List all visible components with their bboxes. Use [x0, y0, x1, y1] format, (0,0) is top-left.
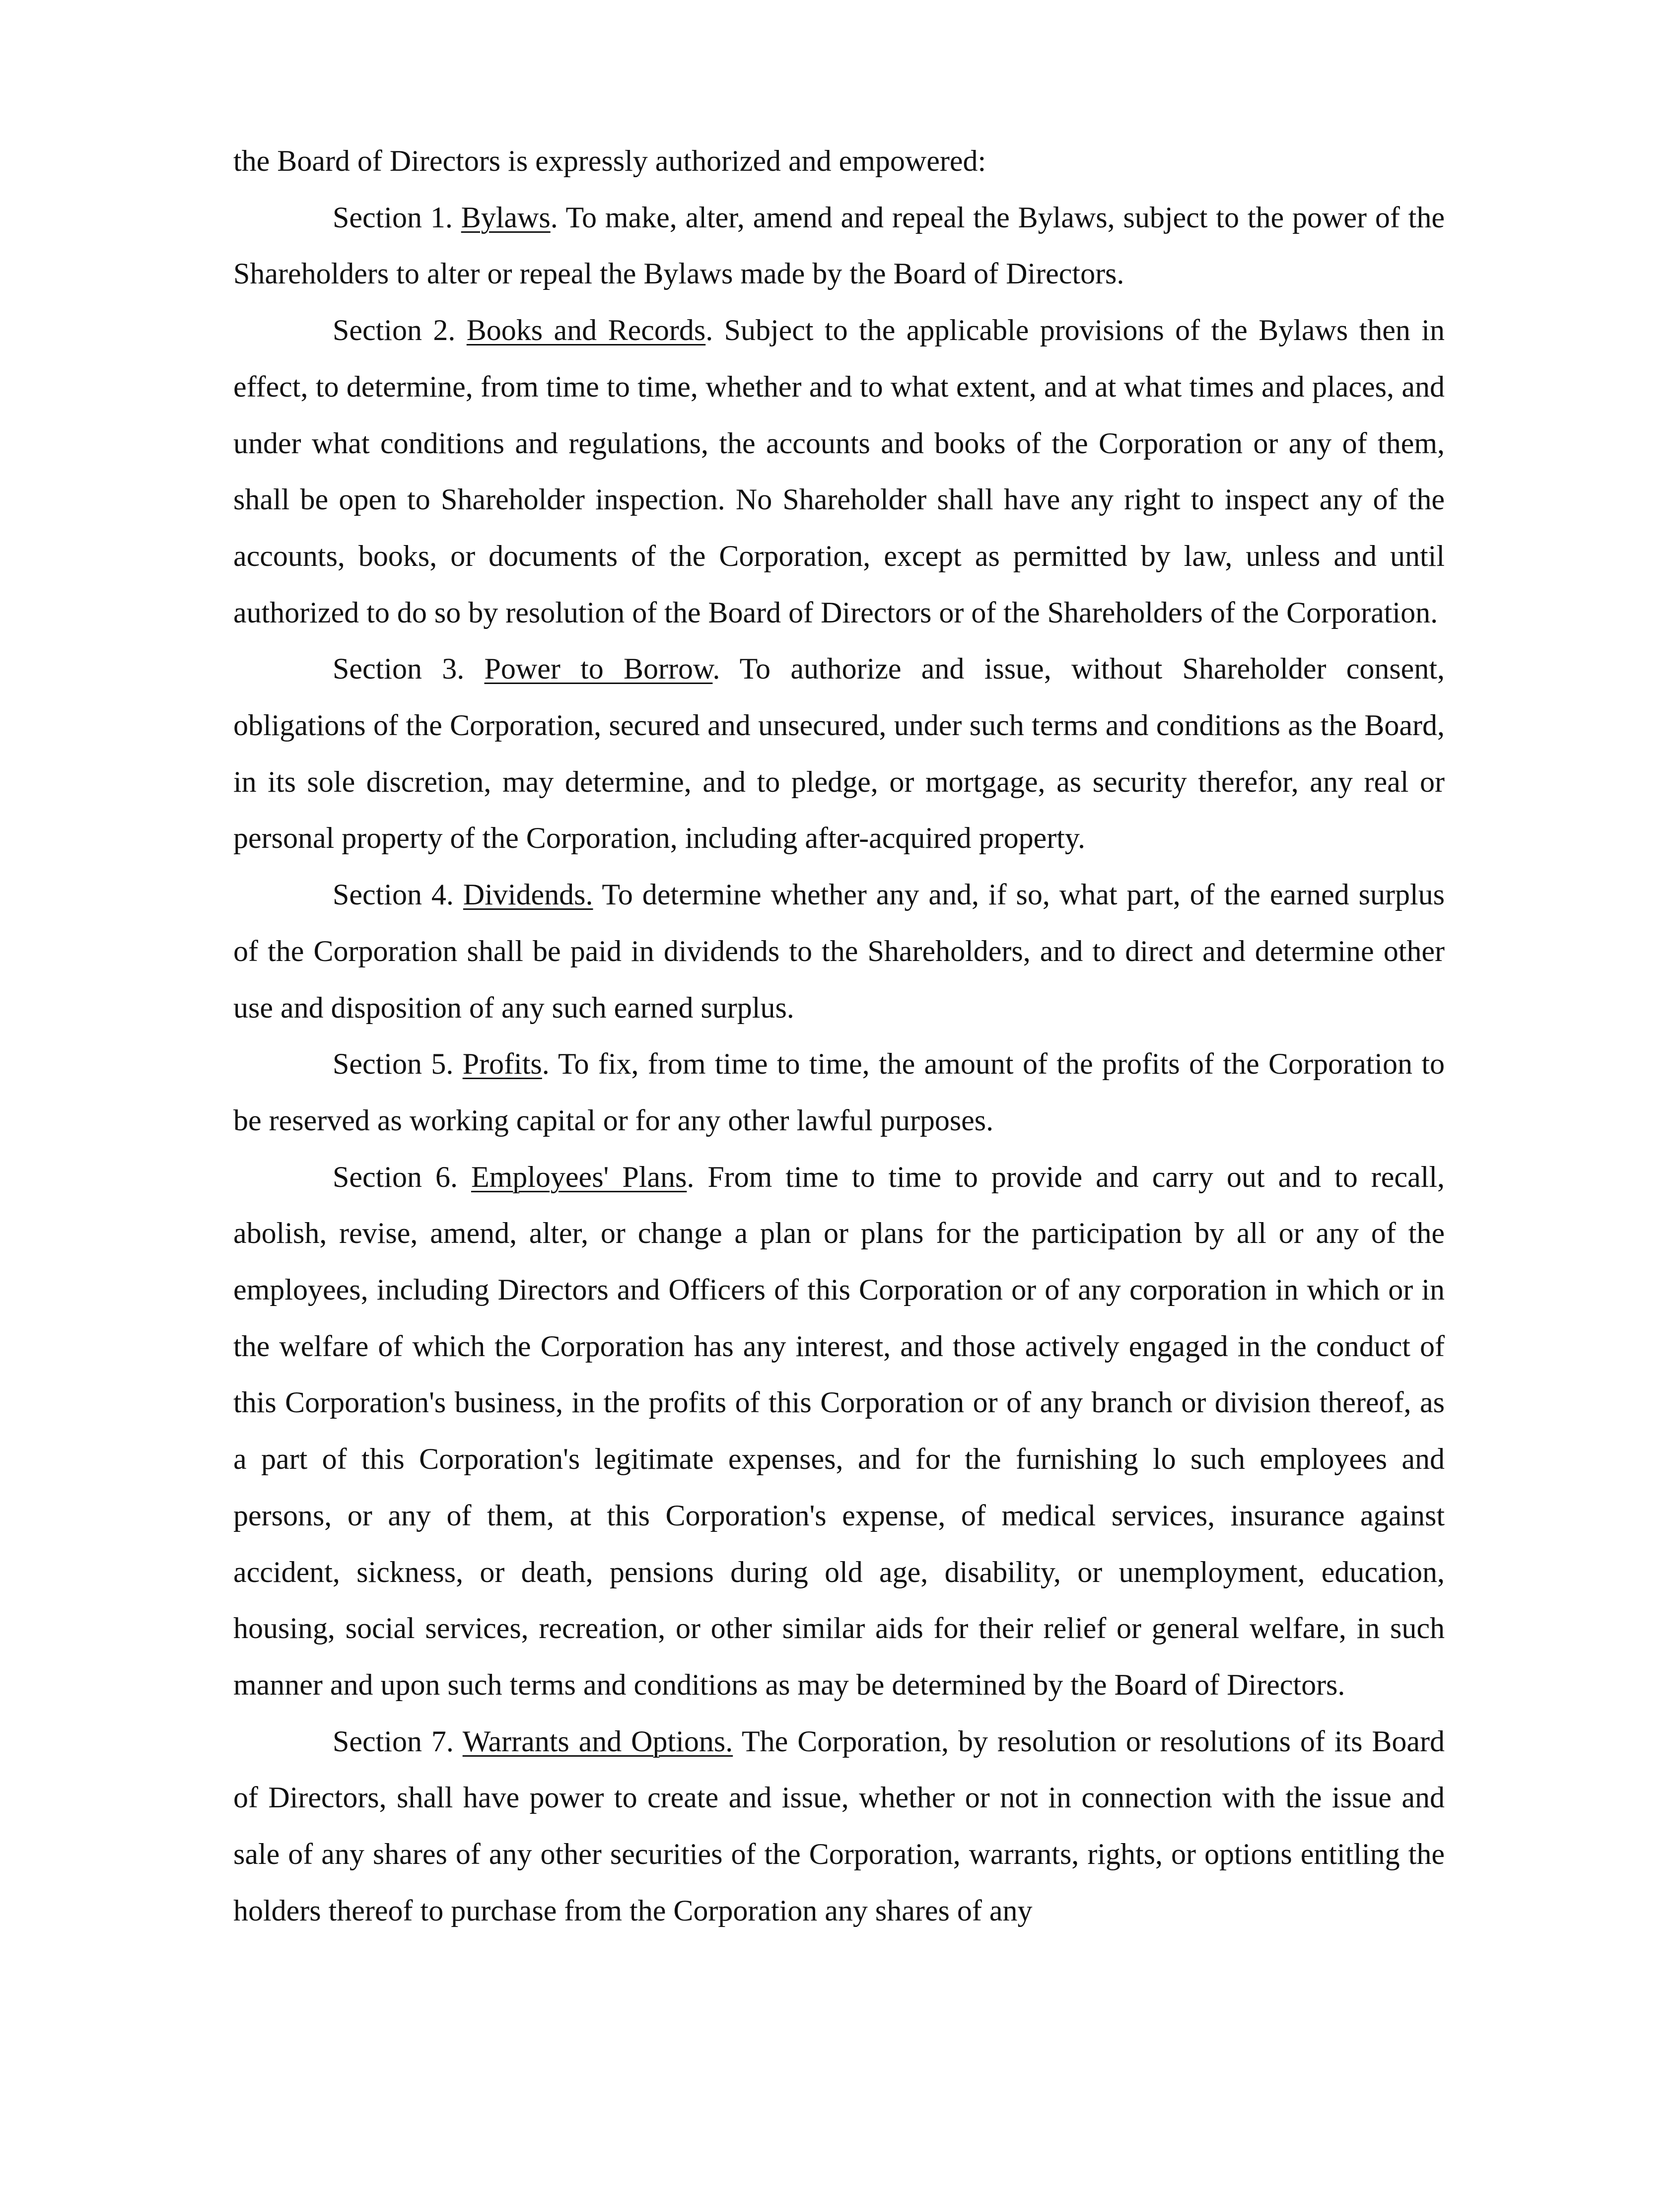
section-4-heading: Dividends. — [463, 878, 593, 911]
intro-paragraph: the Board of Directors is expressly authorized and empowered: — [233, 144, 986, 177]
section-4-paragraph — [233, 867, 1445, 1036]
section-5-number: Section 5. — [333, 1047, 454, 1081]
section-5-paragraph — [233, 1036, 1445, 1149]
section-2-text: . Subject to the applicable provisions of the Bylaws then in effect, to determine, from time to time, whether and to what extent, and at what times and places, and under what conditions and regulations, the accounts and books of the Corporation or any of them, shall be open to Shareholder inspection. No Shareholder shall have any right to inspect any of the accounts, books, or documents of the Corporation, except as permitted by law, unless and until authorized to do so by resolution of the Board of Directors or of the Shareholders of the Corporation. — [233, 314, 1445, 629]
section-1-text: . To make, alter, amend and repeal the Bylaws, subject to the power of the Shareholders to alter or repeal the Bylaws made by the Board of Directors. — [233, 201, 1445, 290]
section-7-paragraph — [233, 1714, 1445, 1939]
document-body — [233, 133, 1445, 1939]
section-4-text: To determine whether any and, if so, what part, of the earned surplus of the Corporation shall be paid in dividends to the Shareholders, and to direct and determine other use and disposition of any such earned surplus. — [233, 878, 1445, 1024]
section-6-heading: Employees' Plans — [471, 1160, 687, 1193]
section-6-number: Section 6. — [333, 1160, 458, 1193]
section-1-paragraph — [233, 190, 1445, 302]
section-2-number: Section 2. — [333, 314, 456, 347]
section-2-paragraph — [233, 302, 1445, 641]
section-3-paragraph — [233, 641, 1445, 867]
section-4-number: Section 4. — [333, 878, 454, 911]
section-2-heading: Books and Records — [466, 314, 706, 347]
section-6-paragraph — [233, 1149, 1445, 1714]
section-5-text: . To fix, from time to time, the amount of the profits of the Corporation to be reserved as working capital or for any other lawful purposes. — [233, 1047, 1445, 1137]
section-7-number: Section 7. — [333, 1724, 454, 1758]
section-3-number: Section 3. — [333, 652, 465, 686]
section-3-heading: Power to Borrow — [484, 652, 713, 686]
section-1-number: Section 1. — [333, 201, 453, 234]
section-3-text: . To authorize and issue, without Shareholder consent, obligations of the Corporation, secured and unsecured, under such terms and conditions as the Board, in its sole discretion, may determine, and to pledge, or mortgage, as security therefor, any real or personal property of the Corporation, including after-acquired property. — [233, 652, 1445, 855]
section-7-heading: Warrants and Options. — [462, 1724, 733, 1758]
section-1-heading: Bylaws — [461, 201, 551, 234]
section-5-heading: Profits — [462, 1047, 542, 1081]
section-7-text: The Corporation, by resolution or resolutions of its Board of Directors, shall have power to create and issue, whether or not in connection with the issue and sale of any shares of any other securities of the Corporation, warrants, rights, or options entitling the holders thereof to purchase from the Corporation any shares of any — [233, 1724, 1445, 1927]
section-6-text: . From time to time to provide and carry out and to recall, abolish, revise, amend, alter, or change a plan or plans for the participation by all or any of the employees, including Directors and Officers of this Corporation or of any corporation in which or in the welfare of which the Corporation has any interest, and those actively engaged in the conduct of this Corporation's business, in the profits of this Corporation or of any branch or division thereof, as a part of this Corporation's legitimate expenses, and for the furnishing lo such employees and persons, or any of them, at this Corporation's expense, of medical services, insurance against accident, sickness, or death, pensions during old age, disability, or unemployment, education, housing, social services, recreation, or other similar aids for their relief or general welfare, in such manner and upon such terms and conditions as may be determined by the Board of Directors. — [233, 1160, 1445, 1701]
